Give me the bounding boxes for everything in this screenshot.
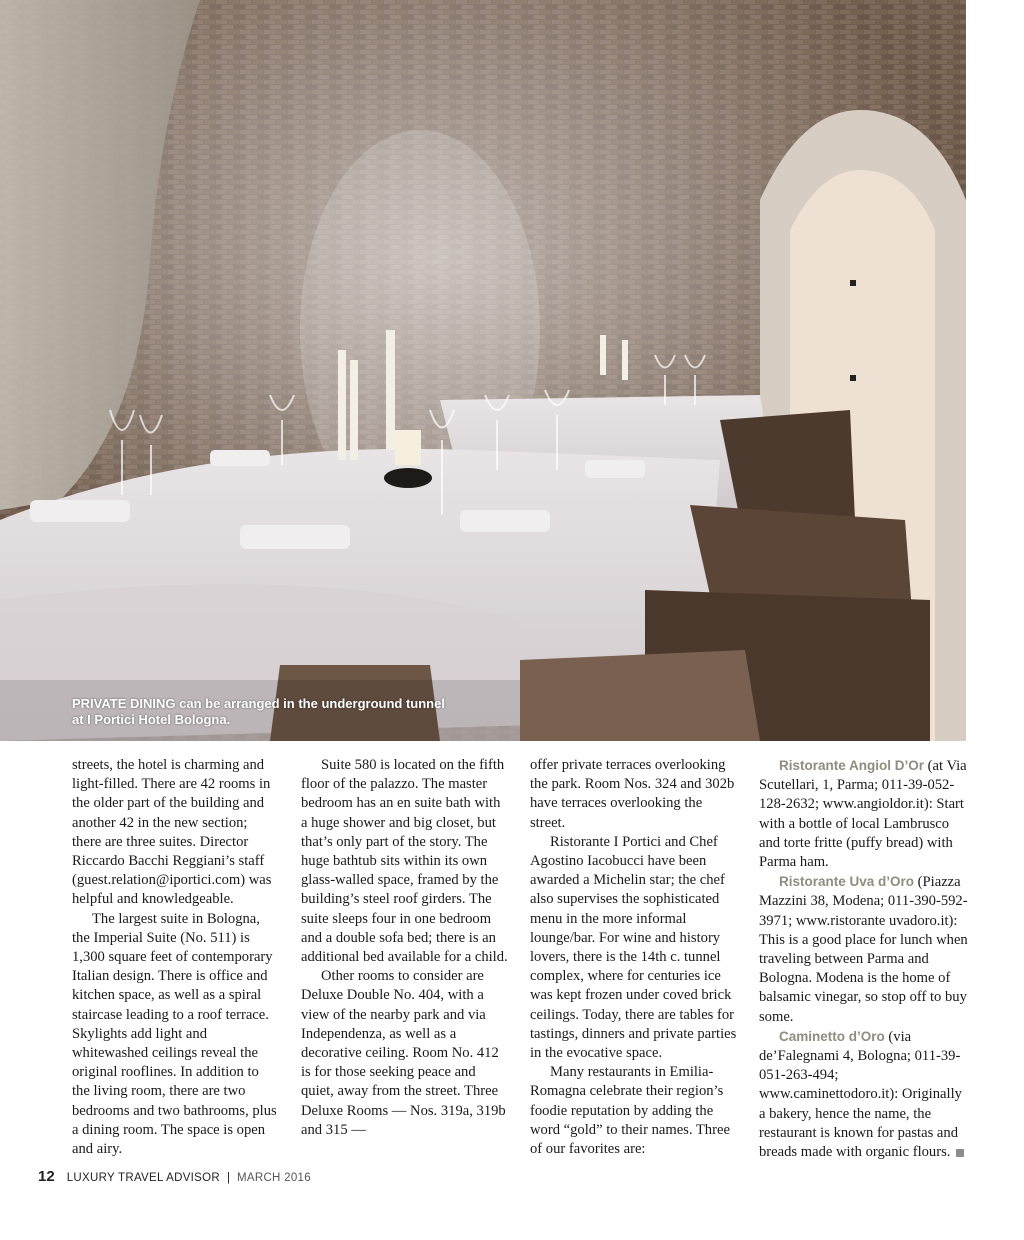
article-column-2 (301, 756, 509, 1140)
article-column-3 (530, 756, 740, 1159)
caption-text: can be arranged in the underground tunnel at I Portici Hotel Bologna. (72, 696, 445, 727)
paragraph: streets, the hotel is charming and light-filled. There are 42 rooms in the older part of the building and another 42 in the new section; there are three suites. Director Riccardo Bacchi Reggiani’s staff (guest.relation@iportici.com) was helpful and knowledgeable. (72, 757, 272, 908)
restaurant-name: Ristorante Uva d’Oro (779, 874, 915, 890)
restaurant-name: Ristorante Angiol D’Or (779, 758, 925, 773)
end-mark-icon (956, 1149, 964, 1157)
restaurant-details: (via de’Falegnami 4, Bologna; 011-39-051-263-494; www.caminettodoro.it): Originally a bakery, hence the name, the restaurant is known for pastas and breads made with organic flours. (759, 1028, 962, 1161)
article-column-4 (759, 756, 969, 1162)
paragraph: Ristorante I Portici and Chef Agostino Iacobucci have been awarded a Michelin star; the chef also supervises the sophisticated menu in the more informal lounge/bar. For wine and history lovers, there is the 14th c. tunnel complex, where for centuries ice was kept frozen under coved brick ceilings. Today, there are tables for tastings, dinners and private parties in the evocative space. (530, 833, 737, 1062)
restaurant-details: (Piazza Mazzini 38, Modena; 011-390-592-3971; www.ristorante uvadoro.it): This is a good place for lunch when traveling between Parma and Bologna. Modena is the home of balsamic vinegar, so stop off to buy some. (759, 874, 968, 1025)
footer-separator: | (227, 1172, 230, 1184)
restaurant-entry (759, 1027, 969, 1162)
paragraph: offer private terraces overlooking the park. Room Nos. 324 and 302b have terraces overlooking the street. (530, 757, 735, 831)
issue-date: MARCH 2016 (237, 1172, 311, 1184)
page-number: 12 (38, 1168, 55, 1185)
paragraph: Suite 580 is located on the fifth floor of the palazzo. The master bedroom has an en suite bath with a huge shower and big closet, but that’s only part of the story. The huge bathtub sits within its own glass-walled space, framed by the building’s steel roof girders. The suite sleeps four in one bedroom and a double sofa bed; there is an additional bed available for a child. (301, 757, 508, 966)
caption-lead: PRIVATE DINING (72, 696, 176, 711)
article-column-1 (72, 756, 280, 1159)
photo-caption (72, 696, 452, 728)
restaurant-details: (at Via Scutellari, 1, Parma; 011-39-052-128-2632; www.angioldor.it): Start with a bottle of local Lambrusco and torte fritte (puffy bread) with Parma ham. (759, 758, 967, 871)
page-footer (38, 1168, 311, 1185)
restaurant-entry (759, 756, 969, 872)
restaurant-entry (759, 872, 969, 1027)
paragraph: Other rooms to consider are Deluxe Double No. 404, with a view of the nearby park and via Independenza, as well as a decorative ceiling. Room No. 412 is for those seeking peace and quiet, away from the street. Three Deluxe Rooms — Nos. 319a, 319b and 315 — (301, 968, 506, 1138)
paragraph: Many restaurants in Emilia-Romagna celebrate their region’s foodie reputation by adding the word “gold” to their names. Three of our favorites are: (530, 1064, 730, 1158)
restaurant-name: Caminetto d’Oro (779, 1028, 885, 1044)
publication-name: LUXURY TRAVEL ADVISOR (66, 1172, 220, 1184)
paragraph: The largest suite in Bologna, the Imperial Suite (No. 511) is 1,300 square feet of contemporary Italian design. There is office and kitchen space, as well as a spiral staircase leading to a roof terrace. Skylights add light and whitewashed ceilings reveal the original rooflines. In addition to the living room, there are two bedrooms and two bathrooms, plus a dining room. The space is open and airy. (72, 910, 277, 1158)
